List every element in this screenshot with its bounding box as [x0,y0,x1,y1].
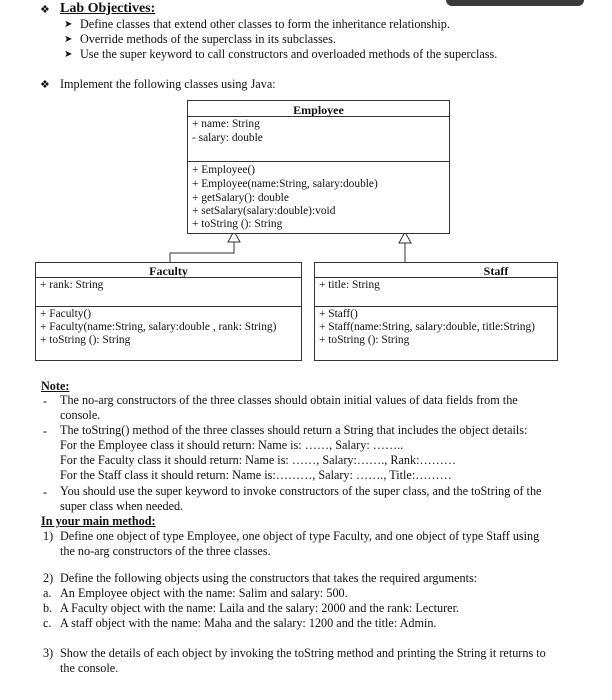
step-text: Define the following objects using the constructors that takes the required arguments: [60,571,478,585]
staff-method: + toString (): String [319,334,410,346]
note-text: super class when needed. [60,499,184,513]
faculty-method: + Faculty(name:String, salary:double , rank: String) [40,321,277,333]
class-divider [188,161,449,163]
diamond-bullet-icon: ❖ [40,4,50,16]
main-heading: In your main method: [41,514,156,528]
employee-method: + Employee(name:String, salary:double) [192,178,378,190]
implement-text: Implement the following classes using Java: [60,77,276,91]
staff-method: + Staff(name:String, salary:double, title:String) [319,321,535,333]
employee-class-name: Employee [293,103,344,117]
staff-method: + Staff() [319,308,358,320]
dash-bullet-icon: - [43,485,48,499]
employee-field: - salary: double [192,132,263,144]
staff-return-text: For the Staff class it should return: Name is:………, Salary: ……., Title:……… [60,468,452,482]
objective-item: Use the super keyword to call constructors and overloaded methods of the superclass. [80,47,498,61]
sub-text: An Employee object with the name: Salim and salary: 500. [60,586,348,600]
faculty-field: + rank: String [40,279,104,291]
step-number: 2) [43,571,54,585]
employee-method: + setSalary(salary:double):void [192,205,336,217]
sub-label: c. [43,616,52,630]
employee-return-text: For the Employee class it should return: Name is: ……, Salary: …….. [60,438,404,452]
objective-item: Define classes that extend other classes to form the inheritance relationship. [80,17,450,31]
step-number: 1) [43,529,54,543]
staff-field: + title: String [319,279,380,291]
arrow-bullet-icon: ➤ [64,49,73,60]
faculty-method: + toString (): String [40,334,131,346]
faculty-method: + Faculty() [40,308,92,320]
objectives-heading: Lab Objectives: [60,1,156,16]
arrow-bullet-icon: ➤ [64,19,73,30]
staff-class-name: Staff [483,264,509,278]
note-text: The no-arg constructors of the three classes should obtain initial values of data fields from the [60,393,518,407]
sub-label: b. [43,601,53,615]
faculty-class-name: Faculty [149,264,188,278]
staff-class-box [314,262,558,361]
sub-label: a. [43,586,52,600]
dash-bullet-icon: - [43,394,48,408]
diamond-bullet-icon: ❖ [40,79,50,91]
step-text: Show the details of each object by invoking the toString method and printing the String it returns to [60,646,546,660]
dash-bullet-icon: - [43,424,48,438]
employee-method: + Employee() [192,164,256,176]
note-heading: Note: [41,379,70,393]
objective-item: Override methods of the superclass in its subclasses. [80,32,336,46]
faculty-class-box [35,262,302,361]
arrow-bullet-icon: ➤ [64,34,73,45]
faculty-return-text: For the Faculty class it should return: Name is: ……, Salary:……., Rank:……… [60,453,457,467]
step-text: the console. [60,661,119,675]
employee-field: + name: String [192,118,260,130]
note-text: The toString() method of the three classes should return a String that includes the object details: [60,423,528,437]
sub-text: A staff object with the name: Maha and the salary: 1200 and the title: Admin. [60,616,437,630]
note-text: console. [60,408,101,422]
note-text: You should use the super keyword to invoke constructors of the super class, and the toString of the [60,484,542,498]
step-number: 3) [43,646,54,660]
employee-method: + getSalary(): double [192,192,289,204]
step-text: the no-arg constructors of the three classes. [60,544,271,558]
sub-text: A Faculty object with the name: Laila and the salary: 2000 and the rank: Lecturer. [60,601,460,615]
employee-class-box [187,100,450,234]
employee-method: + toString (): String [192,218,283,230]
step-text: Define one object of type Employee, one object of type Faculty, and one object of type Staff using [60,529,540,543]
